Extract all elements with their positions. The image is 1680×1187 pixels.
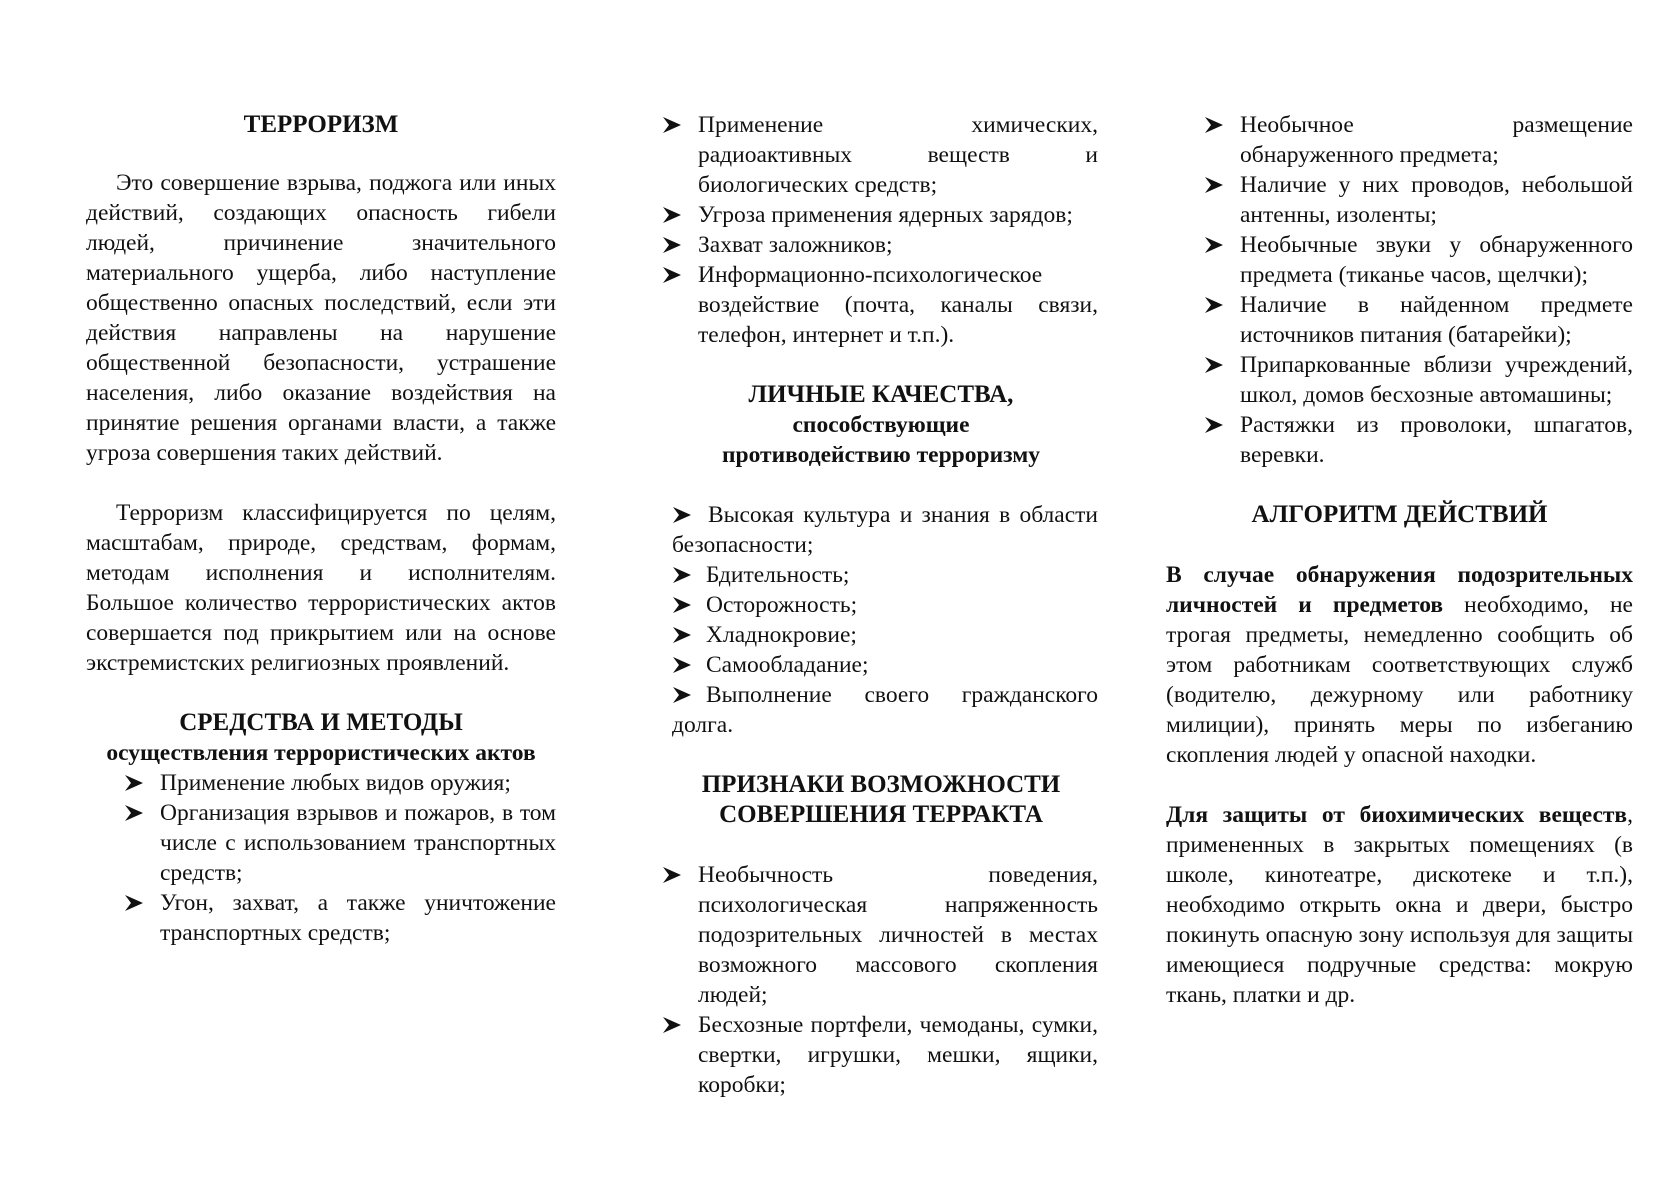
arrowhead-bullet-icon <box>672 590 694 620</box>
list-item: Осторожность; <box>672 590 1098 620</box>
list-item: Самообладание; <box>672 650 1098 680</box>
qualities-title: ЛИЧНЫЕ КАЧЕСТВА, <box>748 381 1014 408</box>
algorithm-p1-text: необходимо, не трогая предметы, немедленно сообщить об этом работникам соответствующих служб (водителю, дежурному или работнику милиции), принять меры по избеганию скопления людей у опасной находки. <box>1166 592 1633 768</box>
list-item: Захват заложников; <box>662 230 1098 260</box>
list-item: Высокая культура и знания в области безопасности; <box>672 500 1098 560</box>
list-item: Применение химических, радиоактивных веществ и биологических средств; <box>662 110 1098 200</box>
arrowhead-bullet-icon <box>662 110 684 140</box>
signs-title-1: ПРИЗНАКИ ВОЗМОЖНОСТИ <box>701 771 1061 798</box>
qualities-subtitle-2: противодействию терроризму <box>722 442 1040 468</box>
column-3 <box>1166 110 1633 1010</box>
arrowhead-bullet-icon <box>662 860 684 890</box>
list-item: Угон, захват, а также уничтожение транспортных средств; <box>124 888 556 948</box>
algorithm-p1-emphasis: В случае обнаружения подозрительных личностей и предметов <box>1166 562 1633 618</box>
arrowhead-bullet-icon <box>124 768 146 798</box>
qualities-list <box>664 500 1098 740</box>
list-item: Угроза применения ядерных зарядов; <box>662 200 1098 230</box>
algorithm-suspicious-objects <box>1166 560 1633 770</box>
algorithm-p2-emphasis: Для защиты от биохимических веществ <box>1166 802 1628 828</box>
list-item: Выполнение своего гражданского долга. <box>672 680 1098 740</box>
list-item: Применение любых видов оружия; <box>124 768 556 798</box>
column-2 <box>664 110 1098 1100</box>
arrowhead-bullet-icon <box>672 560 694 590</box>
arrowhead-bullet-icon <box>1204 230 1226 260</box>
signs-title-2: СОВЕРШЕНИЯ ТЕРРАКТА <box>719 801 1043 828</box>
arrowhead-bullet-icon <box>662 1010 684 1040</box>
algorithm-biochemical <box>1166 800 1633 1010</box>
algorithm-p2-text: , примененных в закрытых помещениях (в школе, кинотеатре, дискотеке и т.п.), необходимо открыть окна и двери, быстро покинуть опасную зону используя для защиты имеющиеся подручные средства: мокрую ткань, платки и др. <box>1166 802 1633 1008</box>
list-item: Организация взрывов и пожаров, в том числе с использованием транспортных средств; <box>124 798 556 888</box>
signs-list-continued <box>1204 110 1633 470</box>
qualities-subtitle-1: способствующие <box>792 412 970 438</box>
terrorism-title: ТЕРРОРИЗМ <box>243 111 399 138</box>
means-list <box>124 768 556 948</box>
list-item: Необычность поведения, психологическая напряженность подозрительных личностей в местах возможного массового скопления людей; <box>662 860 1098 1010</box>
arrowhead-bullet-icon <box>662 260 684 290</box>
list-item: Наличие у них проводов, небольшой антенны, изоленты; <box>1204 170 1633 230</box>
arrowhead-bullet-icon <box>1204 110 1226 140</box>
list-item: Наличие в найденном предмете источников питания (батарейки); <box>1204 290 1633 350</box>
arrowhead-bullet-icon <box>1204 350 1226 380</box>
means-list-continued <box>662 110 1098 350</box>
terrorism-classification: Терроризм классифицируется по целям, масштабам, природе, средствам, формам, методам исполнения и исполнителям. Большое количество террористических актов совершается под прикрытием или на основе экстремистских религиозных проявлений. <box>86 500 556 676</box>
algorithm-title: АЛГОРИТМ ДЕЙСТВИЙ <box>1251 501 1548 528</box>
list-item: Бесхозные портфели, чемоданы, сумки, свертки, игрушки, мешки, ящики, коробки; <box>662 1010 1098 1100</box>
arrowhead-bullet-icon <box>1204 290 1226 320</box>
means-title: СРЕДСТВА И МЕТОДЫ <box>179 709 463 736</box>
arrowhead-bullet-icon <box>662 200 684 230</box>
arrowhead-bullet-icon <box>672 500 694 530</box>
arrowhead-bullet-icon <box>1204 170 1226 200</box>
list-item: Хладнокровие; <box>672 620 1098 650</box>
list-item: Растяжки из проволоки, шпагатов, веревки. <box>1204 410 1633 470</box>
column-1 <box>86 110 556 948</box>
arrowhead-bullet-icon <box>124 888 146 918</box>
terrorism-definition: Это совершение взрыва, поджога или иных действий, создающих опасность гибели людей, причинение значительного материального ущерба, либо наступление общественно опасных последствий, если эти действия направлены на нарушение общественной безопасности, устрашение населения, либо оказание воздействия на принятие решения органами власти, а также угроза совершения таких действий. <box>86 170 556 466</box>
arrowhead-bullet-icon <box>1204 410 1226 440</box>
list-item: Необычные звуки у обнаруженного предмета (тиканье часов, щелчки); <box>1204 230 1633 290</box>
list-item: Информационно-психологическое воздействие (почта, каналы связи, телефон, интернет и т.п.). <box>662 260 1098 350</box>
arrowhead-bullet-icon <box>672 680 694 710</box>
list-item: Припаркованные вблизи учреждений, школ, домов бесхозные автомашины; <box>1204 350 1633 410</box>
arrowhead-bullet-icon <box>672 650 694 680</box>
list-item: Бдительность; <box>672 560 1098 590</box>
signs-list <box>662 860 1098 1100</box>
arrowhead-bullet-icon <box>672 620 694 650</box>
list-item: Необычное размещение обнаруженного предмета; <box>1204 110 1633 170</box>
arrowhead-bullet-icon <box>124 798 146 828</box>
arrowhead-bullet-icon <box>662 230 684 260</box>
means-subtitle: осуществления террористических актов <box>106 740 536 766</box>
